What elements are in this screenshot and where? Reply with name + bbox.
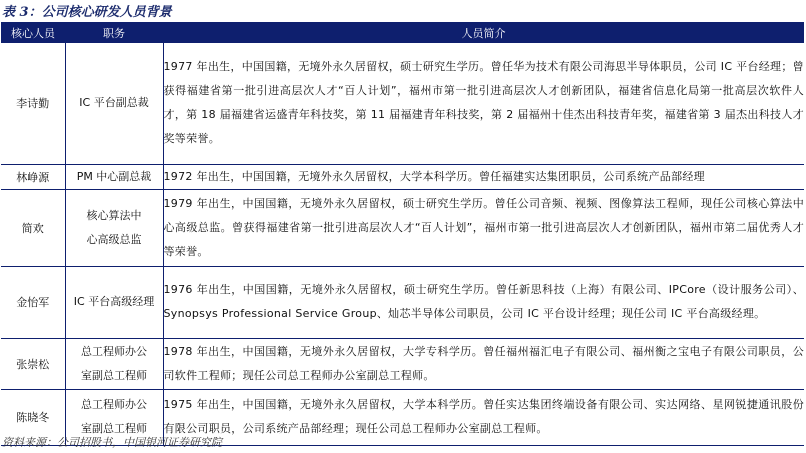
table-title: 表 3：公司核心研发人员背景 xyxy=(2,5,172,20)
source-note: 资料来源：公司招股书，中国银河证券研究院 xyxy=(2,436,222,449)
person-role: PM 中心副总裁 xyxy=(65,164,163,189)
person-role xyxy=(65,266,163,338)
person-name: 简欢 xyxy=(1,189,65,266)
person-bio: 1972 年出生，中国国籍，无境外永久居留权，大学本科学历。曾任福建实达集团职员，公司系统产品部经理 xyxy=(163,164,804,189)
person-role xyxy=(65,189,163,266)
person-role-text: 总工程师办公室副总工程师 xyxy=(81,344,147,382)
person-name: 李诗勤 xyxy=(1,43,65,164)
person-role: IC 平台副总裁 xyxy=(65,43,163,164)
person-role xyxy=(65,338,163,389)
person-name: 张崇松 xyxy=(1,338,65,389)
person-bio: 1977 年出生，中国国籍，无境外永久居留权，硕士研究生学历。曾任华为技术有限公司海思半导体职员，公司 IC 平台经理；曾获得福建省第一批引进高层次人才“百人计划”，福州市第一批引进高层次人才创新团队，福建省信息化局第一批高层次软件人才，第 18 届福建省运盛青年科技奖，第 11 届福建青年科技奖，第 2 届福州十佳杰出科技青年奖，福建省第 3 届杰出科技人才奖等荣誉。 xyxy=(163,43,804,164)
header-role: 职务 xyxy=(65,22,163,43)
person-role-text: IC 平台高级经理 xyxy=(73,295,155,308)
table-row xyxy=(1,189,804,266)
person-bio: 1978 年出生，中国国籍，无境外永久居留权，大学专科学历。曾任福州福汇电子有限公司、福州衡之宝电子有限公司职员，公司软件工程师；现任公司总工程师办公室副总工程师。 xyxy=(163,338,804,389)
personnel-table xyxy=(1,22,804,446)
table-header-row xyxy=(1,22,804,43)
person-bio: 1975 年出生，中国国籍，无境外永久居留权，大学本科学历。曾任实达集团终端设备有限公司、实达网络、星网锐捷通讯股份有限公司职员，公司系统产品部经理；现任公司总工程师办公室副总工程师。 xyxy=(163,389,804,445)
person-bio: 1976 年出生，中国国籍，无境外永久居留权，硕士研究生学历。曾任新思科技（上海）有限公司、IPCore（设计服务公司）、Synopsys Professional Service Group、灿芯半导体公司职员，公司 IC 平台设计经理；现任公司 IC 平台高级经理。 xyxy=(163,266,804,338)
header-name: 核心人员 xyxy=(1,22,65,43)
person-name: 陈晓冬 xyxy=(1,389,65,445)
table-row xyxy=(1,338,804,389)
person-role-text: 核心算法中心高级总监 xyxy=(86,208,142,246)
person-name: 林峥源 xyxy=(1,164,65,189)
person-role-text: 总工程师办公室副总工程师 xyxy=(81,398,147,435)
person-bio: 1979 年出生，中国国籍，无境外永久居留权，硕士研究生学历。曾任公司音频、视频、图像算法工程师，现任公司核心算法中心高级总监。曾获得福建省第一批引进高层次人才“百人计划”，福州市第一批引进高层次人才创新团队，福州市第二届优秀人才等荣誉。 xyxy=(163,189,804,266)
table-row xyxy=(1,43,804,164)
person-name: 金怡军 xyxy=(1,266,65,338)
header-bio: 人员简介 xyxy=(163,22,804,43)
table-row xyxy=(1,164,804,189)
table-row xyxy=(1,266,804,338)
